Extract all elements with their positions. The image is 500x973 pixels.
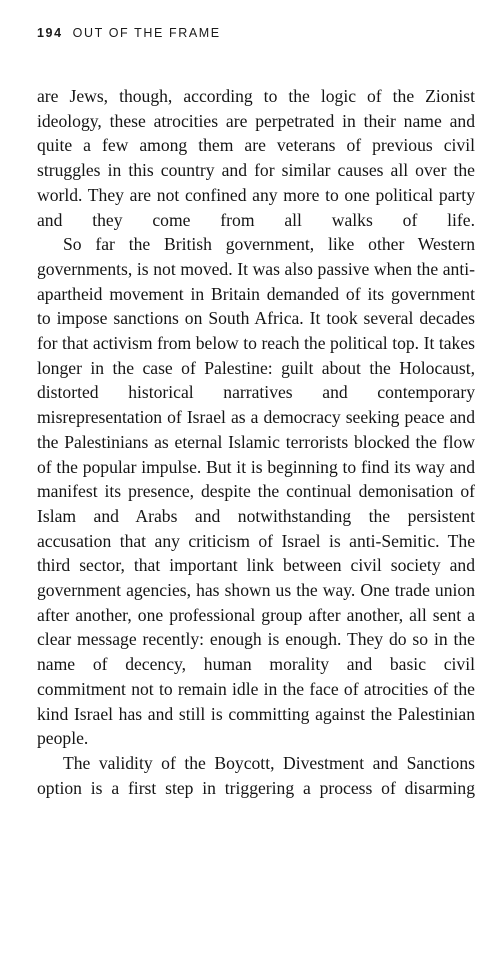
paragraph-2: So far the British government, like other Western governments, is not moved. It was also passive when the anti-apartheid movement in Britain demanded of its government to impose sanctions on South Africa. It took several decades for that activism from below to reach the political top. It takes longer in the case of Palestine: guilt about the Holocaust, distorted historical narratives and contemporary misrepresentation of Israel as a democracy seeking peace and the Palestinians as eternal Islamic terrorists blocked the flow of the popular impulse. But it is beginning to find its way and manifest its presence, despite the continual demonisation of Islam and Arabs and notwithstanding the persistent accusation that any criticism of Israel is anti-Semitic. The third sector, that important link between civil society and government agencies, has shown us the way. One trade union after another, one professional group after another, all sent a clear message recently: enough is enough. They do so in the name of decency, human morality and basic civil commitment not to remain idle in the face of atrocities of the kind Israel has and still is committing against the Palestinian people. bbox=[37, 234, 475, 749]
running-head bbox=[37, 26, 221, 40]
running-title: OUT OF THE FRAME bbox=[72, 26, 221, 40]
paragraph-3: The validity of the Boycott, Divestment and Sanctions option is a first step in triggering a process of disarming bbox=[37, 752, 475, 798]
paragraph-1: are Jews, though, according to the logic of the Zionist ideology, these atrocities are perpetrated in their name and quite a few among them are veterans of previous civil struggles in this country and for similar causes all over the world. They are not confined any more to one political party and they come from all walks of life. bbox=[37, 86, 475, 230]
page-number: 194 bbox=[37, 26, 63, 40]
body-text bbox=[37, 84, 475, 800]
